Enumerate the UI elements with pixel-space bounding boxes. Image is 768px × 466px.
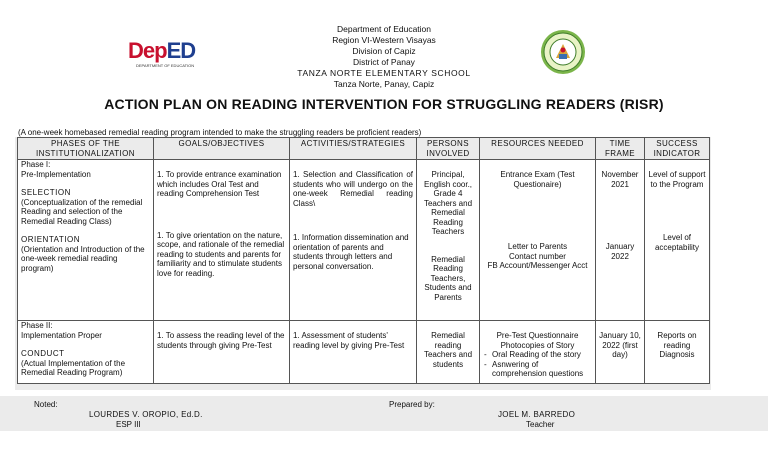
logo-subtext: DEPARTMENT OF EDUCATION — [136, 63, 195, 68]
phase1-success-cell — [645, 160, 710, 321]
phase1-resource-1: Entrance Exam (Test Questionaire) — [500, 170, 575, 189]
phase1-resource-2a: Letter to Parents — [507, 242, 568, 251]
header-persons: PERSONS INVOLVED — [417, 138, 480, 160]
orientation-desc: (Orientation and Introduction of the one-week remedial reading program) — [21, 244, 145, 273]
phase2-resource-b: Photocopies of Story — [500, 340, 575, 350]
header-district: District of Panay — [353, 57, 415, 67]
phase1-success-2: Level of acceptability — [654, 233, 700, 252]
noted-title: ESP III — [116, 420, 141, 429]
phase1-persons-1: Principal, English coor., Grade 4 Teachers and Remedial Reading Teachers — [423, 170, 473, 236]
selection-title: SELECTION — [21, 188, 71, 197]
noted-label: Noted: — [34, 400, 58, 409]
phase2-persons: Remedial reading Teachers and students — [423, 331, 473, 369]
phase2-persons-cell — [417, 321, 480, 384]
phase1-phases-cell — [18, 160, 154, 321]
signature-block — [0, 396, 768, 431]
logo-dep-text: Dep — [128, 38, 167, 63]
phase2-time-cell — [596, 321, 645, 384]
phase2-label: Phase II: — [21, 321, 53, 330]
phase1-time-cell — [596, 160, 645, 321]
orientation-title: ORIENTATION — [21, 235, 80, 244]
header-success: SUCCESS INDICATOR — [645, 138, 710, 160]
phase2-name: Implementation Proper — [21, 330, 102, 340]
phase1-label: Phase I: — [21, 160, 51, 169]
phase1-persons-cell — [417, 160, 480, 321]
letterhead — [0, 24, 768, 90]
phase2-resource-a: Pre-Test Questionnaire — [496, 331, 579, 340]
phase1-persons-2: Remedial Reading Teachers, Students and Parents — [424, 254, 472, 302]
list-item: - Asnwering of comprehension questions — [492, 360, 592, 379]
phase1-goal-2: 1. To give orientation on the nature, scope, and rationale of the remedial reading to students and parents for familiarity and to stimulate students love for reading. — [157, 230, 285, 278]
action-plan-table-container — [15, 137, 711, 390]
phase2-activity: 1. Assessment of students' reading level by giving Pre-Test — [293, 331, 405, 350]
prepared-title: Teacher — [526, 420, 555, 429]
phase2-goals-cell — [154, 321, 290, 384]
prepared-name: JOEL M. BARREDO — [498, 410, 576, 419]
prepared-label: Prepared by: — [389, 400, 435, 409]
phase1-resource-2c: FB Account/Messenger Acct — [487, 261, 588, 270]
header-division: Division of Capiz — [352, 46, 416, 56]
phase1-time-1: November 2021 — [601, 170, 639, 189]
header-school: TANZA NORTE ELEMENTARY SCHOOL — [297, 68, 471, 78]
phase2-phases-cell — [18, 321, 154, 384]
phase2-goal: 1. To assess the reading level of the students through giving Pre-Test — [157, 331, 285, 350]
phase2-time: January 10, 2022 (first day) — [599, 331, 641, 359]
header-address: Tanza Norte, Panay, Capiz — [333, 79, 435, 89]
phase1-resource-2b: Contact number — [509, 251, 566, 261]
phase1-goal-1: 1. To provide entrance examination which includes Oral Test and reading Comprehension Test — [157, 170, 282, 198]
phase1-activity-2: 1. Information dissemination and orientation of parents and students through letters and personal conversation. — [293, 233, 409, 271]
phase2-success: Reports on reading Diagnosis — [657, 331, 697, 359]
header-resources: RESOURCES NEEDED — [480, 138, 596, 160]
document-subtitle: (A one-week homebased remedial reading program intended to make the struggling readers be proficient readers) — [18, 128, 422, 137]
phase1-success-1: Level of support to the Program — [648, 170, 706, 189]
phase2-resources-cell — [480, 321, 596, 384]
header-activities: ACTIVITIES/STRATEGIES — [290, 138, 417, 160]
conduct-title: CONDUCT — [21, 349, 65, 358]
logo-ed-text: ED — [166, 38, 196, 63]
phase1-resources-cell — [480, 160, 596, 321]
phase1-goals-cell — [154, 160, 290, 321]
table-row — [18, 160, 710, 321]
selection-desc: (Conceptualization of the remedial Reading and selection of the Remedial Reading Class) — [21, 197, 143, 226]
phase2-resource-list — [483, 350, 592, 379]
noted-name: LOURDES V. OROPIO, Ed.D. — [89, 410, 203, 419]
phase1-time-2: January 2022 — [605, 242, 635, 261]
school-seal-logo — [540, 29, 586, 75]
phase1-activity-1: 1. Selection and Classification of students who will undergo on the one-week Remedial reading Class\ — [293, 170, 413, 208]
action-plan-table — [17, 137, 710, 384]
phase2-activities-cell — [290, 321, 417, 384]
table-row — [18, 321, 710, 384]
header-time: TIME FRAME — [596, 138, 645, 160]
table-header-row — [18, 138, 710, 160]
phase1-name: Pre-Implementation — [21, 169, 91, 179]
header-goals: GOALS/OBJECTIVES — [154, 138, 290, 160]
phase2-success-cell — [645, 321, 710, 384]
header-department: Department of Education — [336, 24, 432, 34]
header-region: Region VI-Western Visayas — [332, 35, 436, 45]
document-title: ACTION PLAN ON READING INTERVENTION FOR STRUGGLING READERS (RISR) — [104, 96, 664, 112]
conduct-desc: (Actual Implementation of the Remedial Reading Program) — [21, 358, 126, 377]
phase1-activities-cell — [290, 160, 417, 321]
header-phases: PHASES OF THE INSTITUTIONALIZATION — [18, 138, 154, 160]
list-item: - Oral Reading of the story — [492, 350, 592, 360]
